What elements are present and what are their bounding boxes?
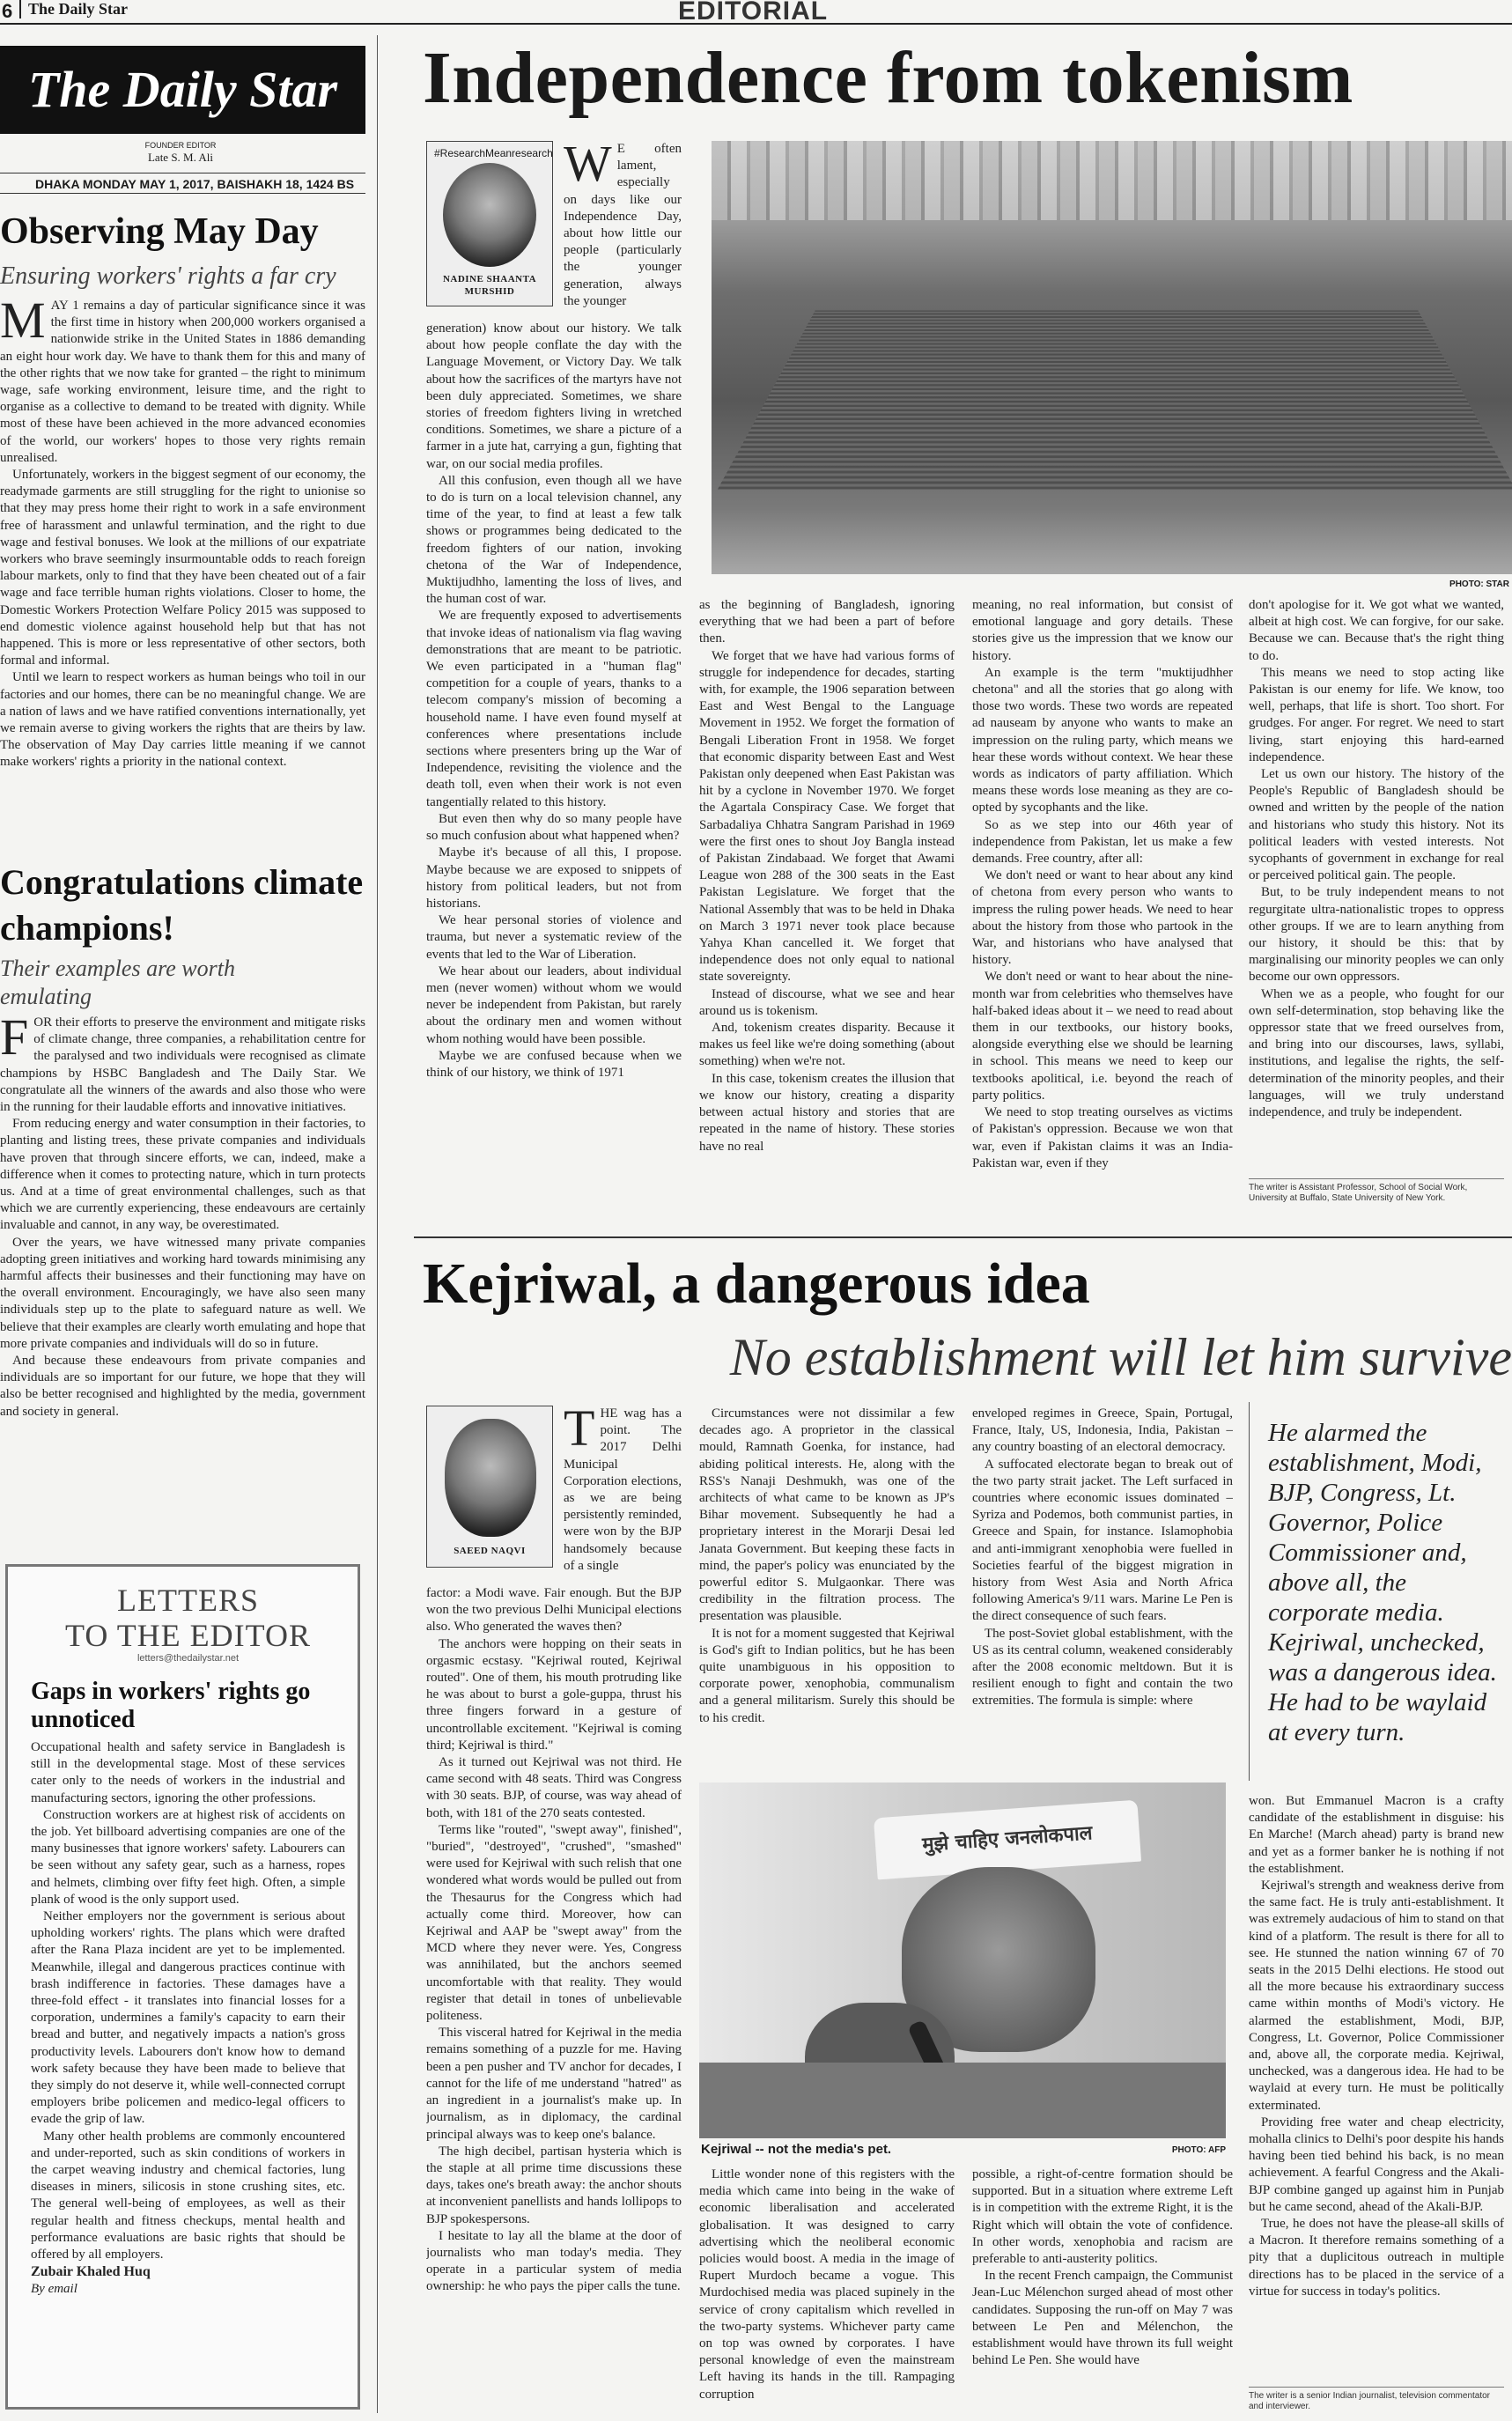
paragraph: don't apologise for it. We got what we wanted, albeit at high cost. We can forgive, for our sake. Because we can. Because that's the right thing to do.	[1249, 598, 1504, 663]
paragraph: We need to stop treating ourselves as victims of Pakistan's oppression. Because we won that war, even if Pakistan claims it was an India-Pakistan war, even if they	[972, 1105, 1233, 1170]
paragraph: We don't need or want to hear about any kind of chetona from every person who wants to impress the ruling power heads. We need to hear about the history from those who partook in the War, and historians who have analysed that history.	[972, 868, 1233, 968]
author-photo	[443, 163, 536, 267]
author-photo	[445, 1419, 536, 1537]
page-number: 6	[2, 0, 13, 22]
founder-label: FOUNDER EDITOR	[144, 141, 217, 150]
paragraph: We hear personal stories of violence and trauma, but never a systematic review of the events that led to the War of Liberation.	[426, 913, 682, 962]
article-column	[699, 597, 955, 1215]
article-column	[699, 1406, 955, 1775]
paragraph: But even then why do so many people have so much confusion about what happened when?	[426, 811, 682, 844]
letters-title: LETTERS	[117, 1583, 259, 1618]
paragraph: In the recent French campaign, the Communist Jean-Luc Mélenchon surged ahead of most other candidates. Supposing the run-off on May 7 was between Le Pen and Mélenchon, the establishment would have thrown its full weight behind Le Pen. She would have	[972, 2269, 1233, 2368]
letters-title: TO THE EDITOR	[65, 1618, 311, 1653]
paragraph: A suffocated electorate began to break out of the two party strait jacket. The Left surfaced in countries where economic issues dominated – Syriza and Podemos, both communist parties, in Greece and Spain, for instance. Islamophobia and anti-immigrant xenophobia were fuelled in Societies fearful of the biggest migration in history from West Asia and North Africa following America's 9/11 wars. Marine Le Pen is the direct consequence of such fears.	[972, 1457, 1233, 1624]
editorial-title: Congratulations climate champions!	[0, 862, 364, 948]
paragraph: We forget that we have had various forms of struggle for independence for decades, starting with, for example, the 1906 separation between East and West Bengal to the Language Movement in 1952. We forget the formation of Bengali Liberation Front in 1958. We forget that economic disparity between East and West Pakistan only deepened when East Pakistan was hit by a cyclone in November 1970. We forget the Agartala Conspiracy Case. We forget that Sarbadaliya Chhatra Sangram Parishad in 1969 were the first ones to shout Joy Bangla instead of Pakistan Zindabaad. We forget that Awami League won 288 of the 300 seats in the East Pakistan Legislature. We forget that the National Assembly that was to be held in Dhaka on March 3 1971 never took place because Yahya Khan cancelled it. We forget that independence does not only equal to national state sovereignty.	[699, 648, 955, 985]
paragraph: And, tokenism creates disparity. Because it makes us feel like we're doing something (about something) when we're not.	[699, 1021, 955, 1069]
paragraph: This visceral hatred for Kejriwal in the media remains something of a puzzle for me. Having been a pen pusher and TV anchor for decades, I cannot for the life of me understand "hatred" as an ingredient in a journalist's make up. In journalism, as in diplomacy, the cardinal principal always was to keep one's balance.	[426, 2026, 682, 2142]
paragraph: Instead of discourse, what we see and hear around us is tokenism.	[699, 986, 955, 1018]
paragraph: This means we need to stop acting like Pakistan is our enemy for life. We know, too well, perhaps, that life is short. Too short. For grudges. For anger. For regret. We need to start living, start enjoying this hard-earned independence.	[1249, 665, 1504, 764]
letter-heading: Gaps in workers' rights go unnoticed	[31, 1678, 311, 1733]
dropcap: M	[0, 298, 46, 349]
author-name: NADINE SHAANTA	[442, 274, 537, 284]
paragraph: An example is the term "muktijudhher chetona" and all the stories that go along with those two words. These two words are repeated ad nauseam by anyone who wants to make an impression on the ruling party, which means we hear these words without context. We hear these words as indicators of party affiliation. Which means these words lose meaning as they are co-opted by sycophants and the like.	[972, 665, 1233, 816]
paragraph: So as we step into our 46th year of independence from Pakistan, let us make a few demands. Free country, after all:	[972, 817, 1233, 867]
paragraph: Providing free water and cheap electricity, mohalla clinics to Delhi's poor despite his hands having been tied behind his back, is no mean achievement. A fearful Congress and the Akali-BJP combine ganged up against him in Punjab but he came second, ahead of the Akali-BJP.	[1249, 2115, 1504, 2214]
paragraph: The high decibel, partisan hysteria which is the staple at all prime time discussions these days, takes one's breath away: the anchor shouts at inconvenient panellists and hands lollipops to BJP spokespersons.	[426, 2144, 682, 2226]
article-column	[699, 2166, 955, 2417]
author-tag: #ResearchMeanresearch	[434, 147, 553, 159]
author-name: MURSHID	[464, 286, 515, 297]
author-box	[426, 1406, 553, 1568]
letter-via: By email	[31, 2281, 77, 2296]
paragraph: Neither employers nor the government is serious about upholding workers' rights. The plans which were drafted after the Rana Plaza incident are yet to be implemented. Meanwhile, illegal and dangerous practices continue with brash indifference in factories. These damages have a three-fold effect - it translates into financial losses for a corporation, undermines a family's capacity to earn their bread and butter, and negatively impacts a nation's gross productivity levels. Labourers don't know how to demand work safety because they have been made to believe that they simply do not deserve it, while well-connected corrupt employers bribe policemen and medico-legal officers to evade the grip of law.	[31, 1909, 345, 2127]
editorial-title: Observing May Day	[0, 211, 319, 252]
paragraph: I hesitate to lay all the blame at the door of journalists who man today's media. They operate in a particular system of media ownership: he who pays the piper calls the tune.	[426, 2228, 682, 2294]
article-column	[1249, 1793, 1504, 2374]
paragraph: Terms like "routed", "swept away", finished", "buried", "destroyed", "crushed", "smashed" were used for Kejriwal with such relish that one wondered what words would be pulled out from the Thesaurus for the Congress which had actually come third. Moreover, how can Kejriwal and AAP be "swept away" from the MCD where they never were. Yes, Congress was annihilated, but the anchors seemed uncomfortable with that reality. They would register that detail in tones of unbelievable politeness.	[426, 1822, 682, 2024]
paragraph: In this case, tokenism creates the illusion that we know our history, creating a disparity between actual history and stories that are repeated in the name of history. These stories have no real	[699, 1071, 955, 1154]
paragraph: The anchors were hopping on their seats in orgasmic ecstasy. "Kejriwal routed, Kejriwal routed". One of them, his mouth protruding like he was about to burst a gole-guppa, thrust his three fingers forward in a gesture of uncontrollable excitement. "Kejriwal is coming third; Kejriwal is third."	[426, 1636, 682, 1753]
section-label: EDITORIAL	[678, 0, 829, 26]
dropcap: W	[564, 141, 612, 192]
shirt-area	[699, 2063, 1226, 2138]
paragraph: won. But Emmanuel Macron is a crafty candidate of the establishment in disguise: his En Marche! (March ahead) party is brand new and yet as a former banker he is nothing if not the establishment.	[1249, 1794, 1504, 1876]
author-bio: The writer is Assistant Professor, School of Social Work, University at Buffalo, State University of New York.	[1249, 1178, 1504, 1222]
paragraph: meaning, no real information, but consist of emotional language and gory details. These stories give us the impression that we know our history.	[972, 598, 1233, 663]
crowd-field	[718, 311, 1512, 490]
author-box	[426, 141, 553, 306]
article-column	[972, 1406, 1233, 1775]
editorial-subtitle: Ensuring workers' rights a far cry	[0, 262, 336, 290]
paragraph: The post-Soviet global establishment, with the US as its central column, weakened considerably after the 2008 economic meltdown. But it is resilient enough to fight and contain the two extremities. The formula is simple: where	[972, 1626, 1233, 1709]
photo-credit: PHOTO: AFP	[1171, 2145, 1226, 2155]
article-column	[972, 597, 1233, 1215]
photo-caption: Kejriwal -- not the media's pet.	[701, 2142, 892, 2157]
letters-email: letters@thedailystar.net	[136, 1653, 240, 1664]
dropcap: F	[0, 1015, 29, 1066]
protest-cap: मुझे चाहिए जनलोकपाल	[874, 1800, 1141, 1880]
column-rule	[377, 35, 378, 2413]
photo-credit: PHOTO: STAR	[1449, 579, 1509, 589]
paragraph: Little wonder none of this registers with the media which came into being in the wake of economic liberalisation and accelerated globalisation. It was designed to carry advertising which the neoliberal economic policies would boost. A media in the image of Rupert Murdoch became a vogue. This Murdochised media was placed supinely in the service of crony capitalism which revelled in the two-party systems. Whichever party came on top was owned by corporates. I have personal knowledge of even the mainstream Left having its hands in the till. Rampaging corruption	[699, 2167, 955, 2402]
paragraph: It is not for a moment suggested that Kejriwal is God's gift to Indian politics, but he has been quite unambiguous in his opposition to corporate power, xenophobia, communalism and a general militarism. Surely this should be to his credit.	[699, 1626, 955, 1725]
paragraph: Many other health problems are commonly encountered and under-reported, such as skin conditions of workers in the carpet weaving industry and chemical factories, lung diseases in miners, silicosis in stone crushing sites, etc. The general well-being of employees, as well as their regular health and fitness checkups, mental health and performance evaluations are basic rights that should be offered by all employers.	[31, 2129, 345, 2262]
dateline: DHAKA MONDAY MAY 1, 2017, BAISHAKH 18, 1424 BS	[0, 173, 365, 194]
paragraph: factor: a Modi wave. Fair enough. But the BJP won the two previous Delhi Municipal elections also. Who generated the waves then?	[426, 1586, 682, 1635]
paragraph: Circumstances were not dissimilar a few decades ago. A proprietor in the classical mould, Ramnath Goenka, for instance, had abiding political interests. He, along with the RSS's Nanaji Deshmukh, was one of the architects of what came to be known as JP's Bihar movement. Subsequently he had a proprietary interest in the Morarji Desai led Janata Government. But keeping these facts in mind, the paper's policy was enunciated by the powerful editor S. Mulgaonkar. There was credibility in the filtration process. The presentation was plausible.	[699, 1406, 955, 1624]
paragraph: We hear about our leaders, about individual men (never women) without whom we would never be independent from Pakistan, but rarely about the ordinary men and women without whom nothing would have been possible.	[426, 963, 682, 1046]
pull-quote-rule	[1249, 1402, 1250, 1781]
article-subtitle: No establishment will let him survive	[729, 1328, 1512, 1386]
article-column	[1249, 597, 1504, 1161]
paragraph: But, to be truly independent means to not regurgitate ultra-nationalistic tropes to oppress other groups. If we are to learn anything from our history, it should be this: that by marginalising our minority peoples we can only become our own oppressors.	[1249, 885, 1504, 985]
paragraph: True, he does not have the please-all skills of a Macron. It therefore remains something of a pity that a duplicitous outreach in multiple directions has to be placed in the service of a virtue for success in today's politics.	[1249, 2217, 1504, 2299]
article-column	[426, 321, 682, 1215]
editorial-subtitle: Their examples are worth emulating	[0, 956, 235, 1009]
editorial-body	[0, 298, 365, 844]
paragraph: Until we learn to respect workers as human beings who toil in our factories and our homes, there can be no meaningful change. We are a nation of laws and we have ratified conventions internationally, yet we remain averse to giving workers the rights that are theirs by law. The observation of May Day carries little meaning if we cannot make workers' rights a priority in the national context.	[0, 670, 365, 770]
masthead-logo: The Daily Star	[0, 46, 365, 134]
paragraph: generation) know about our history. We talk about how people conflate the day with the Language Movement, or Victory Day. We talk about how the sacrifices of the martyrs have not been duly appreciated. Sometimes, we share stories of freedom fighters living in wretched conditions. Sometimes, we share a picture of a farmer in a jute hat, carrying a gun, fighting that war, on our social media profiles.	[426, 321, 682, 471]
paragraph: as the beginning of Bangladesh, ignoring everything that we had been a part of before then.	[699, 598, 955, 646]
paragraph: AY 1 remains a day of particular significance since it was the first time in history when 200,000 workers organised a nationwide strike in the United States in 1886 demanding an eight hour work day. We have to thank them for this and many of the other rights that we now take for granted – the right to minimum wage, safe working environment, leisure time, and the right to organise as a collective to demand to be treated with dignity. While most of these have been achieved in the more advanced economies of the world, our workers' hopes to those very rights remain unrealised.	[0, 299, 365, 465]
paragraph: And because these endeavours from private companies and individuals are so important for our future, we hope that they will also be better recognised and highlighted by the media, government and society in general.	[0, 1354, 365, 1419]
paragraph: We don't need or want to hear about the nine-month war from celebrities who themselves have half-baked ideas about it – we need to read about them in our textbooks, our history books, alongside everything else we should be learning in school. This means we need to keep our textbooks apolitical, i.e. beyond the reach of party politics.	[972, 970, 1233, 1103]
dropcap: T	[564, 1406, 595, 1457]
letter-author: Zubair Khaled Huq	[31, 2264, 151, 2280]
paragraph: As it turned out Kejriwal was not third. He came second with 48 seats. Third was Congress with 30 seats. BJP, of course, was way ahead of both, with 181 of the 270 seats contested.	[426, 1755, 682, 1820]
section-rule	[414, 1236, 1512, 1238]
article-intro	[564, 141, 682, 322]
paragraph: Construction workers are at highest risk of accidents on the job. Yet billboard advertising companies are one of the many businesses that ignore workers' safety. Labourers can be seen without any safety gear, such as a harness, ropes and helmets, climbing over fifty feet high. Often, a simple plank of wood is the only support used.	[31, 1807, 345, 1907]
paragraph: HE wag has a point. The 2017 Delhi Municipal Corporation elections, as we are being persistently reminded, were won by the BJP handsomely because of a single	[564, 1406, 682, 1573]
paragraph: Occupational health and safety service in Bangladesh is still in the developmental stage. Most of these services cater only to the needs of workers in the industrial and manufacturing sectors, ignoring the other professions.	[31, 1740, 345, 1805]
city-skyline	[712, 141, 1512, 220]
pull-quote: He alarmed the establishment, Modi, BJP, Congress, Lt. Governor, Police Commissioner and, above all, the corporate media. Kejriwal, unchecked, was a dangerous idea. He had to be waylaid at every turn.	[1268, 1419, 1497, 1746]
article-intro	[564, 1406, 682, 1587]
paragraph: OR their efforts to preserve the environment and mitigate risks of climate change, three companies, a rehabilitation centre for the paralysed and two individuals were recognised as climate champions by HSBC Bangladesh and The Daily Star. We congratulate all the winners of the awards and also those who were in the running for their laudable efforts and innovative initiatives.	[0, 1015, 365, 1115]
paragraph: From reducing energy and water consumption in their factories, to planting and listing trees, these private companies and individuals have proven that through sincere efforts, we can, indeed, make a difference when it comes to protecting nature, which in turn protects us. And at a time of great environmental challenges, such as that which we are currently experiencing, these endeavours are certainly invaluable and cannot, in any way, be overestimated.	[0, 1117, 365, 1233]
founder-credit	[70, 141, 291, 165]
paragraph: E often lament, especially on days like our Independence Day, about how little our people (particularly the younger generation, always the younger	[564, 142, 682, 308]
article-title: Independence from tokenism	[423, 37, 1353, 119]
letters-box	[5, 1564, 360, 2410]
paragraph: enveloped regimes in Greece, Spain, Portugal, France, Italy, US, Indonesia, India, Pakistan – any country boasting of an electoral democracy.	[972, 1406, 1233, 1455]
kejriwal-photo	[699, 1783, 1226, 2138]
paragraph: Let us own our history. The history of the People's Republic of Bangladesh should be owned and written by the people of the nation and historians who study this history. Not its political leaders with vested interests. Not sycophants of government in exchange for real or perceived political gain. The people.	[1249, 767, 1504, 883]
paragraph: All this confusion, even though all we have to do is turn on a local television channel, any time of the year, to find at least a few talk shows or programmes being dedicated to the freedom fighters of our nation, invoking chetona of the War of Independence, Muktijudhho, lamenting the loss of lives, and the human cost of war.	[426, 473, 682, 607]
paragraph: Unfortunately, workers in the biggest segment of our economy, the readymade garments are still struggling for the right to unionise so that they may press home their right to work in a safe environment free of harassment and unlawful termination, and the right to due wage and festival bonuses. We look at the millions of our expatriate workers who brave seemingly insurmountable odds to reach foreign labour markets, only to find that they have been cheated out of a fair wage and face terrible human rights violations. Closer to home, the Domestic Workers Protection Welfare Policy 2015 was supposed to end domestic violence against household help but that has not happened. This is more or less representative of other sectors, both formal and informal.	[0, 468, 365, 668]
paragraph: We are frequently exposed to advertisements that invoke ideas of nationalism via flag waving demonstrations that are meant to be patriotic. We even participated in a "human flag" competition for a couple of years, thanks to a telecom company's mission of becoming a household name. I have even found myself at conferences where presentations include sections where presenters bring up the War of Independence, revisiting the violence and the death toll, even when their work is not even tangentially related to this history.	[426, 609, 682, 809]
article-column	[972, 2166, 1233, 2417]
mini-masthead: The Daily Star	[19, 0, 128, 18]
rally-photo	[712, 141, 1512, 574]
paragraph: When we as a people, who fought for our own self-determination, stop behaving like the oppressor state that we freed ourselves from, and bring into our discourses, laws, syllabi, institutions, and legalise the rights, the self-determination of the minority peoples, and their languages, will we truly understand independence, and truly be independent.	[1249, 986, 1504, 1120]
paragraph: Kejriwal's strength and weakness derive from the same fact. He is truly anti-establishment. It was extremely audacious of him to stand on that kind of a platform. The result is there for all to see. He stunned the nation winning 67 of 70 seats in the 2015 Delhi elections. He stood out all the more because his extraordinary success came within months of Modi's victory. He alarmed the establishment, Modi, BJP, Congress, Lt. Governor, Police Commissioner and, above all, the corporate media. Kejriwal, unchecked, was a dangerous idea. He had to be waylaid at every turn. He must be politically exterminated.	[1249, 1878, 1504, 2113]
founder-name: Late S. M. Ali	[147, 151, 214, 164]
paragraph: possible, a right-of-centre formation should be supported. But in a situation where extreme Left is in competition with the extreme Right, it is the Right which will obtain the vote of confidence. In other words, xenophobia and racism are preferable to anti-austerity politics.	[972, 2167, 1233, 2267]
editorial-body	[0, 1015, 365, 1525]
author-bio: The writer is a senior Indian journalist, television commentator and interviewer.	[1249, 2387, 1504, 2421]
article-title: Kejriwal, a dangerous idea	[423, 1251, 1090, 1316]
paragraph: Over the years, we have witnessed many private companies adopting green initiatives and working hard towards minimising any harmful affects their businesses and their functioning may have on the overall environment. Encouragingly, we have also seen many individuals step up to the plate to safeguard nature as well. We believe that their examples are clearly worth emulating and hope that more private companies and individuals will do so in future.	[0, 1235, 365, 1351]
paragraph: Maybe we are confused because when we think of our history, we think of 1971	[426, 1048, 682, 1080]
paragraph: Maybe it's because of all this, I propose. Maybe because we are exposed to snippets of history from political leaders, but not from historians.	[426, 845, 682, 911]
author-name: SAEED NAQVI	[454, 1546, 526, 1556]
article-column	[426, 1585, 682, 2417]
